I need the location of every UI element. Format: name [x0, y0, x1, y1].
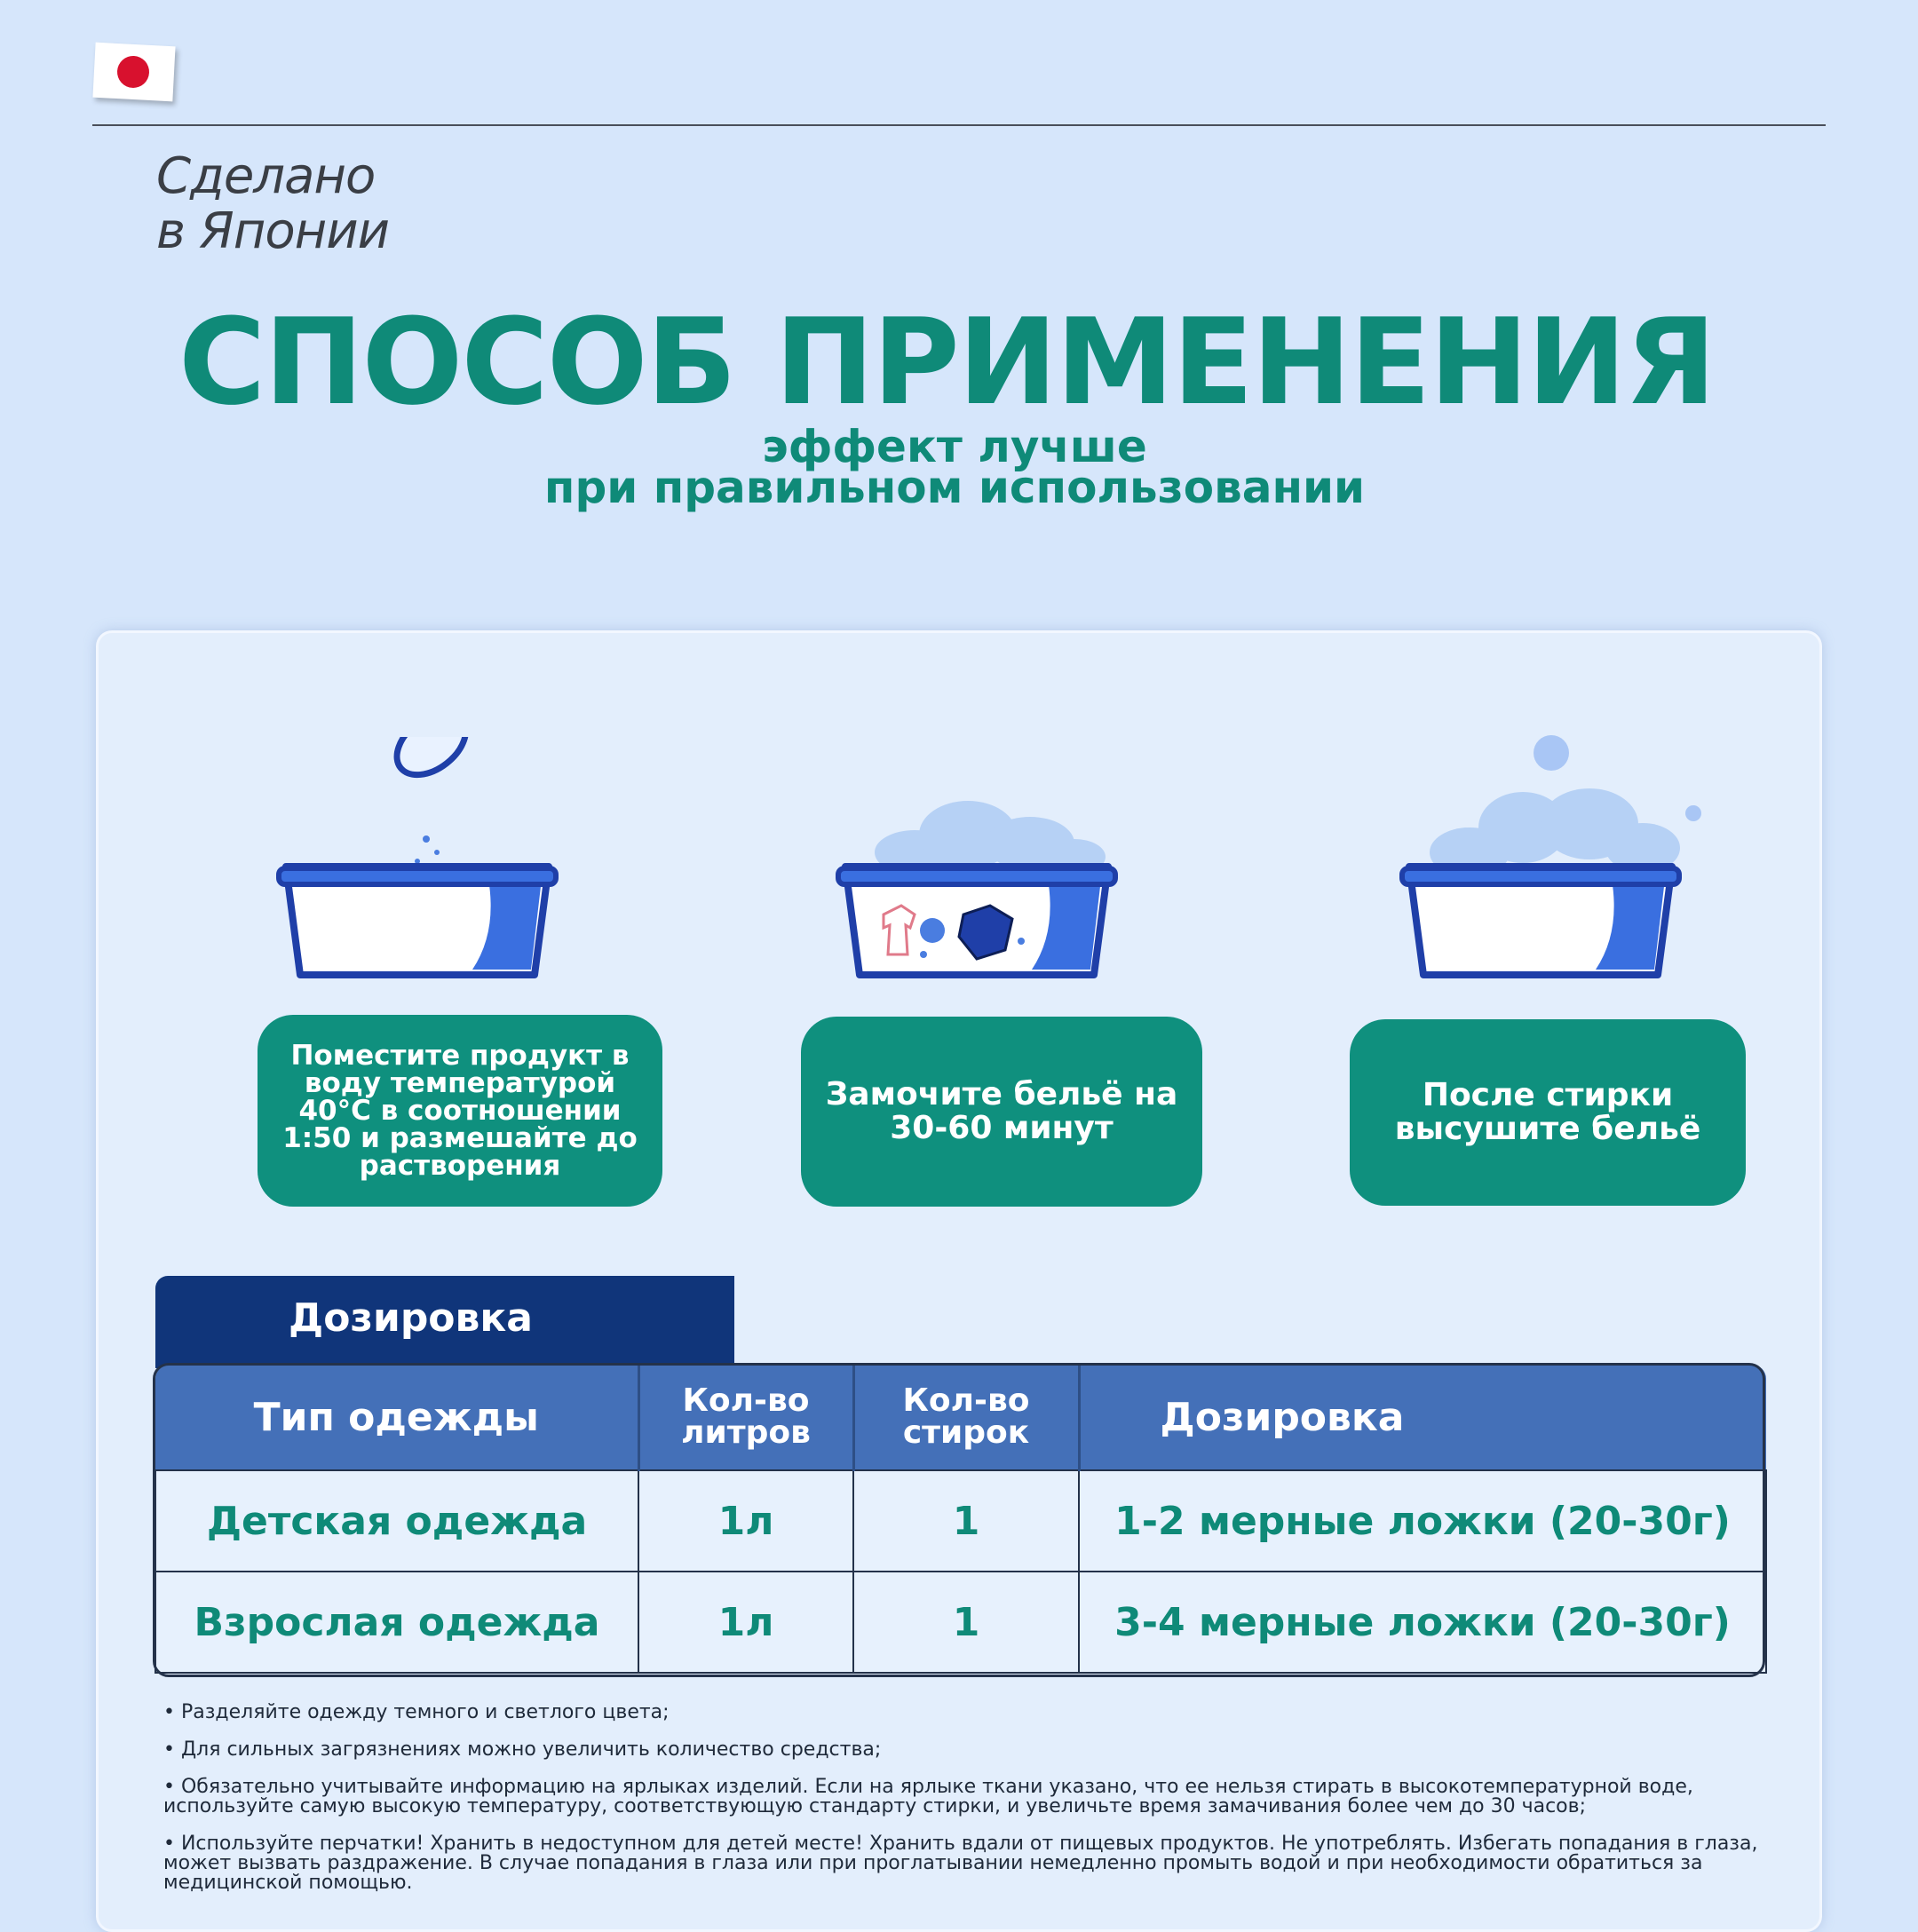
column-header-type: Тип одежды [155, 1365, 638, 1470]
page-title: СПОСОБ ПРИМЕНЕНИЯ [178, 293, 1715, 432]
note-item: • Разделяйте одежду темного и светлого цвета; [163, 1701, 670, 1723]
subtitle-line-2: при правильном использовании [543, 462, 1366, 513]
basin-with-laundry-icon [835, 781, 1154, 994]
column-header-dose: Дозировка [1079, 1365, 1766, 1470]
column-header-washes [853, 1365, 1079, 1470]
table-row [155, 1572, 1766, 1673]
column-header-washes-line1: Кол-во [902, 1382, 1030, 1419]
column-header-liters [638, 1365, 853, 1470]
table-header-row [155, 1365, 1766, 1470]
column-header-washes-line2: стирок [902, 1414, 1030, 1451]
subtitle-line-1: эффект лучше [762, 421, 1147, 472]
dosage-table [155, 1365, 1767, 1674]
cell-washes: 1 [853, 1572, 1079, 1673]
cell-liters: 1л [638, 1470, 853, 1572]
note-item: • Для сильных загрязнениях можно увеличить количество средства; [163, 1738, 882, 1761]
basin-with-spoon-icon [275, 737, 595, 994]
page-subtitle [0, 421, 1909, 513]
dosage-tab-label: Дозировка [289, 1295, 533, 1341]
japan-flag-icon [92, 43, 175, 102]
dosage-tab [155, 1276, 734, 1368]
usage-notes [163, 1703, 1788, 1911]
header-divider [92, 124, 1826, 126]
cell-washes: 1 [853, 1470, 1079, 1572]
cell-type: Взрослая одежда [155, 1572, 638, 1673]
column-header-liters-line1: Кол-во [682, 1382, 810, 1419]
made-in-japan-label: Сделано в Японии [156, 147, 389, 260]
column-header-liters-line2: литров [681, 1414, 811, 1451]
cell-liters: 1л [638, 1572, 853, 1673]
cell-dose: 3-4 мерные ложки (20-30г) [1079, 1572, 1766, 1673]
step-1-instruction: Поместите продукт в воду температурой 40°C в соотношении 1:50 и размешайте до растворения [258, 1015, 662, 1207]
cell-type: Детская одежда [155, 1470, 638, 1572]
note-item: • Обязательно учитывайте информацию на ярлыках изделий. Если на ярлыке ткани указано, что ее нельзя стирать в высокотемпературной воде, используйте самую высокую температуру, соответствующую стандарту стирки, и увеличьте время замачивания более чем до 30 часов; [163, 1776, 1693, 1817]
basin-with-foam-icon [1399, 728, 1718, 994]
table-row [155, 1470, 1766, 1572]
step-3-instruction: После стирки высушите бельё [1350, 1019, 1746, 1206]
step-2-instruction: Замочите бельё на 30-60 минут [801, 1017, 1202, 1207]
note-item: • Используйте перчатки! Хранить в недоступном для детей месте! Хранить вдали от пищевых продуктов. Не употреблять. Избегать попадания в глаза, может вызвать раздражение. В случае попадания в глаза или при проглатывании немедленно промыть водой и при необходимости обратиться за медицинской помощью. [163, 1833, 1758, 1894]
cell-dose: 1-2 мерные ложки (20-30г) [1079, 1470, 1766, 1572]
